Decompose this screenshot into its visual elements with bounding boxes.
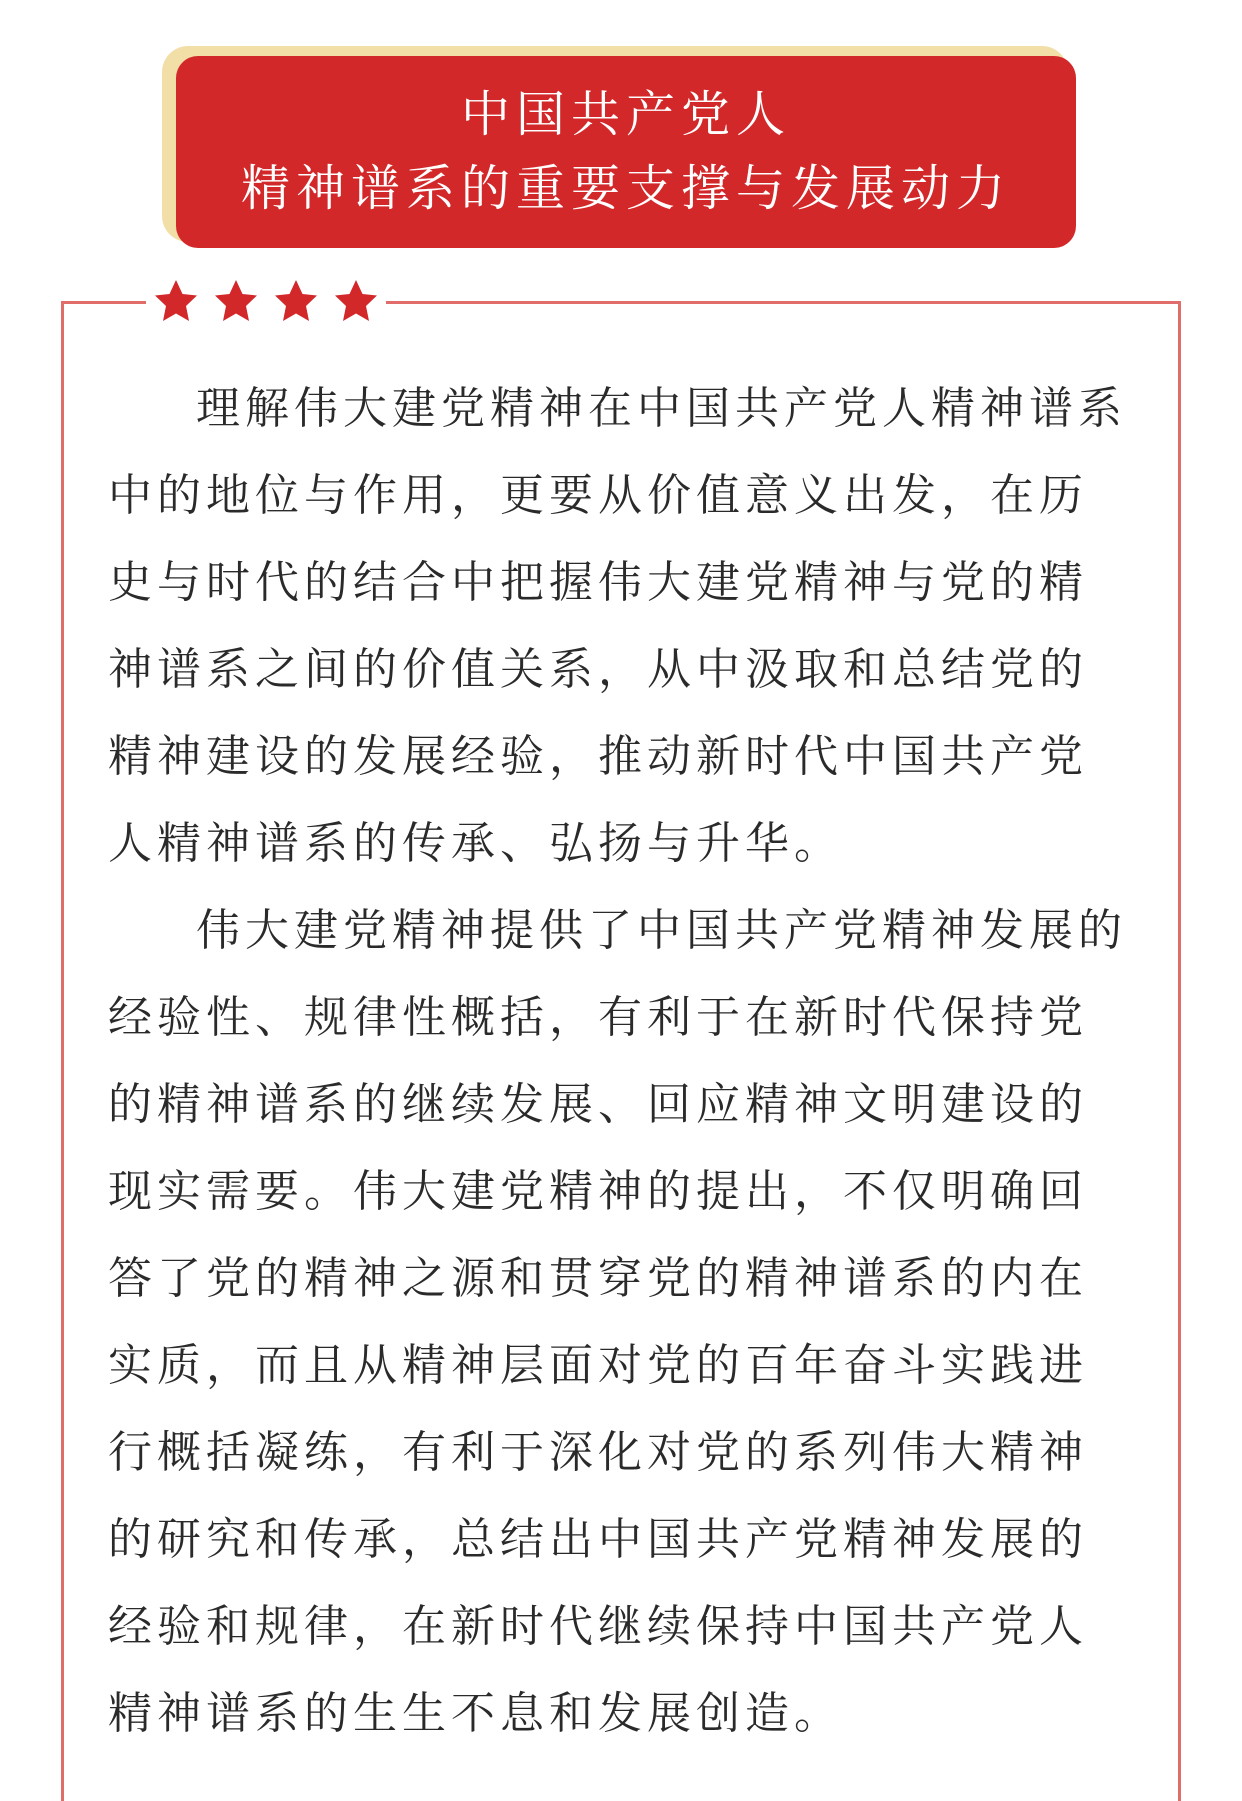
star-icon — [271, 277, 321, 327]
star-icon — [151, 277, 201, 327]
article-body — [108, 365, 1132, 1757]
paragraph-1: 理解伟大建党精神在中国共产党人精神谱系中的地位与作用，更要从价值意义出发，在历史与时代的结合中把握伟大建党精神与党的精神谱系之间的价值关系，从中汲取和总结党的精神建设的发展经验，推动新时代中国共产党人精神谱系的传承、弘扬与升华。 — [108, 383, 1127, 869]
title-line-2: 精神谱系的重要支撑与发展动力 — [240, 160, 1011, 217]
star-icon — [211, 277, 261, 327]
title-banner — [176, 56, 1076, 248]
title-line-1: 中国共产党人 — [460, 86, 791, 143]
star-row — [146, 276, 386, 328]
star-icon — [331, 277, 381, 327]
paragraph-2: 伟大建党精神提供了中国共产党精神发展的经验性、规律性概括，有利于在新时代保持党的精神谱系的继续发展、回应精神文明建设的现实需要。伟大建党精神的提出，不仅明确回答了党的精神之源和贯穿党的精神谱系的内在实质，而且从精神层面对党的百年奋斗实践进行概括凝练，有利于深化对党的系列伟大精神的研究和传承，总结出中国共产党精神发展的经验和规律，在新时代继续保持中国共产党人精神谱系的生生不息和发展创造。 — [108, 905, 1127, 1739]
